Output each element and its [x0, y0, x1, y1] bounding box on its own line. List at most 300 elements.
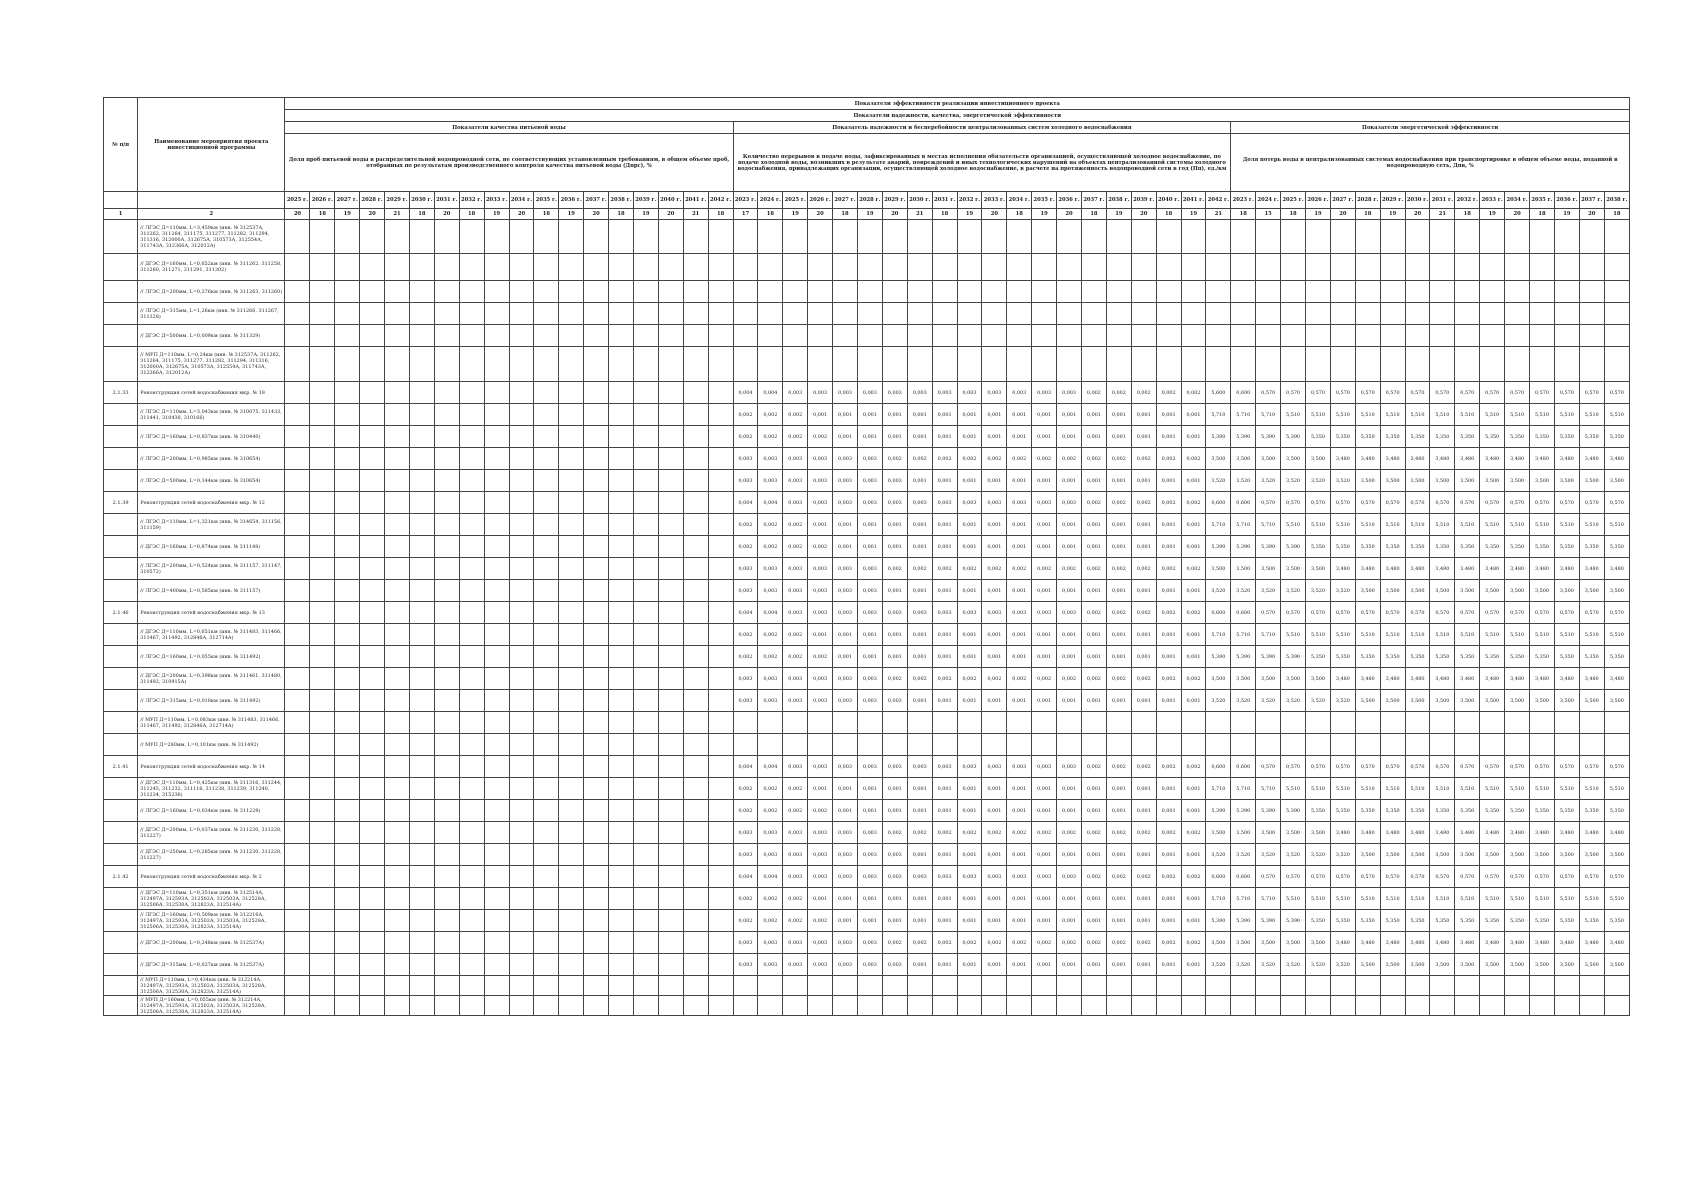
- empty-cell: [658, 712, 683, 734]
- value-cell: 5,510: [1455, 624, 1480, 646]
- row-code: [104, 624, 138, 646]
- empty-cell: [683, 325, 708, 347]
- empty-cell: [584, 303, 609, 325]
- value-cell: [982, 712, 1007, 734]
- empty-cell: [559, 426, 584, 448]
- value-cell: [1355, 281, 1380, 303]
- value-cell: 5,350: [1405, 426, 1430, 448]
- value-cell: 5,510: [1480, 404, 1505, 426]
- empty-cell: [484, 910, 509, 932]
- value-cell: 5,350: [1505, 536, 1530, 558]
- value-cell: [1405, 976, 1430, 996]
- value-cell: 3,500: [1355, 470, 1380, 492]
- block-number: 18: [609, 209, 634, 220]
- value-cell: 5,510: [1554, 778, 1579, 800]
- value-cell: 0,003: [733, 470, 758, 492]
- empty-cell: [534, 325, 559, 347]
- table-row: [104, 668, 1630, 690]
- value-cell: 0,004: [733, 756, 758, 778]
- value-cell: [1032, 347, 1057, 382]
- empty-cell: [683, 536, 708, 558]
- value-cell: 5,510: [1579, 404, 1604, 426]
- value-cell: [1554, 996, 1579, 1016]
- value-cell: 5,390: [1256, 910, 1281, 932]
- value-cell: 3,500: [1206, 448, 1231, 470]
- value-cell: 5,510: [1530, 888, 1555, 910]
- group-energy-efficiency: Показатели энергетической эффективности: [1231, 122, 1630, 134]
- value-cell: 0,570: [1380, 382, 1405, 404]
- value-cell: [1007, 347, 1032, 382]
- empty-cell: [409, 514, 434, 536]
- block-number: 18: [1355, 209, 1380, 220]
- value-cell: 3,500: [1405, 690, 1430, 712]
- value-cell: [1405, 712, 1430, 734]
- value-cell: 0,002: [1032, 822, 1057, 844]
- empty-cell: [484, 756, 509, 778]
- value-cell: 0,003: [833, 580, 858, 602]
- empty-cell: [310, 822, 335, 844]
- empty-cell: [534, 254, 559, 281]
- value-cell: [733, 347, 758, 382]
- empty-cell: [559, 536, 584, 558]
- empty-cell: [360, 602, 385, 624]
- row-name: // ЛГЭС Д=110мм, L=3,043км (инв. № 310075, 311433, 311441, 310430, 310166): [138, 404, 285, 426]
- table-row: [104, 514, 1630, 536]
- empty-cell: [484, 580, 509, 602]
- empty-cell: [385, 426, 410, 448]
- value-cell: 5,350: [1604, 910, 1629, 932]
- value-cell: 3,500: [1530, 580, 1555, 602]
- value-cell: 0,001: [1057, 536, 1082, 558]
- value-cell: 3,500: [1579, 690, 1604, 712]
- empty-cell: [633, 932, 658, 954]
- value-cell: [783, 976, 808, 996]
- value-cell: 5,350: [1330, 536, 1355, 558]
- value-cell: 0,570: [1480, 756, 1505, 778]
- value-cell: [733, 220, 758, 254]
- value-cell: 5,510: [1405, 404, 1430, 426]
- value-cell: [982, 347, 1007, 382]
- value-cell: 0,003: [907, 756, 932, 778]
- empty-cell: [459, 822, 484, 844]
- value-cell: [1206, 347, 1231, 382]
- empty-cell: [310, 866, 335, 888]
- value-cell: 5,510: [1505, 888, 1530, 910]
- value-cell: [982, 734, 1007, 756]
- value-cell: 0,001: [907, 536, 932, 558]
- value-cell: 5,350: [1430, 910, 1455, 932]
- value-cell: [1281, 734, 1306, 756]
- value-cell: [1231, 254, 1256, 281]
- empty-cell: [310, 448, 335, 470]
- row-name: // ДГЭС Д=110мм, L=0,425км (инв. № 311316, 311244, 311245, 311232, 311116, 311238, 311239, 311240, 311234, 315236): [138, 778, 285, 800]
- value-cell: 3,500: [1231, 558, 1256, 580]
- table-row: [104, 536, 1630, 558]
- empty-cell: [310, 281, 335, 303]
- year-header: 2023 г.: [1231, 192, 1256, 209]
- value-cell: 5,350: [1554, 646, 1579, 668]
- value-cell: 0,003: [783, 470, 808, 492]
- value-cell: [882, 712, 907, 734]
- value-cell: [1480, 325, 1505, 347]
- value-cell: [1380, 996, 1405, 1016]
- value-cell: [1231, 712, 1256, 734]
- value-cell: 0,001: [1081, 514, 1106, 536]
- value-cell: 0,001: [882, 580, 907, 602]
- value-cell: 0,001: [957, 910, 982, 932]
- value-cell: 0,003: [733, 558, 758, 580]
- value-cell: 0,001: [1081, 778, 1106, 800]
- value-cell: 0,003: [758, 580, 783, 602]
- block-number: 18: [1156, 209, 1181, 220]
- block-number: 18: [932, 209, 957, 220]
- value-cell: 0,001: [1181, 426, 1206, 448]
- empty-cell: [360, 800, 385, 822]
- value-cell: 3,500: [1480, 844, 1505, 866]
- table-title: Показатели эффективности реализации инвестиционного проекта: [285, 98, 1630, 110]
- empty-cell: [509, 910, 534, 932]
- empty-cell: [335, 910, 360, 932]
- year-header: 2041 г.: [683, 192, 708, 209]
- value-cell: 0,570: [1281, 602, 1306, 624]
- block-number: 20: [434, 209, 459, 220]
- value-cell: 0,001: [957, 888, 982, 910]
- value-cell: 3,520: [1306, 580, 1331, 602]
- value-cell: 0,003: [783, 756, 808, 778]
- row-code: 2.1.41: [104, 756, 138, 778]
- row-name: // ЛГЭС Д=110мм, L=3,459км (инв. № 312537А, 311262, 311264, 311175, 311277, 311282, 311294, 311316, 312000А, 312675А, 310573А, 312554А, 311743А, 312366А, 312012А): [138, 220, 285, 254]
- value-cell: 0,570: [1380, 492, 1405, 514]
- value-cell: 0,001: [1032, 888, 1057, 910]
- value-cell: 3,480: [1554, 558, 1579, 580]
- value-cell: 0,570: [1281, 382, 1306, 404]
- empty-cell: [409, 580, 434, 602]
- value-cell: 5,350: [1380, 800, 1405, 822]
- value-cell: [1131, 996, 1156, 1016]
- year-header: 2028 г.: [1355, 192, 1380, 209]
- empty-cell: [658, 822, 683, 844]
- value-cell: [1380, 712, 1405, 734]
- empty-cell: [708, 536, 733, 558]
- table-row: [104, 580, 1630, 602]
- value-cell: 3,520: [1231, 580, 1256, 602]
- empty-cell: [509, 844, 534, 866]
- value-cell: 0,004: [758, 756, 783, 778]
- row-name: // МУП Д=110мм, L=0,24км (инв. № 312537А, 311262, 311264, 311175, 311277, 311282, 311294, 311316, 312000А, 312675А, 310573А, 312554А, 311743А, 312366А, 312012А): [138, 347, 285, 382]
- empty-cell: [559, 668, 584, 690]
- value-cell: [1430, 281, 1455, 303]
- value-cell: [783, 996, 808, 1016]
- value-cell: 3,500: [1306, 932, 1331, 954]
- value-cell: 0,003: [1007, 492, 1032, 514]
- value-cell: 0,001: [1106, 910, 1131, 932]
- value-cell: 3,520: [1256, 580, 1281, 602]
- value-cell: 3,480: [1430, 932, 1455, 954]
- value-cell: 0,004: [733, 866, 758, 888]
- year-header: 2035 г.: [1032, 192, 1057, 209]
- empty-cell: [633, 580, 658, 602]
- value-cell: 0,001: [1057, 514, 1082, 536]
- value-cell: 0,002: [808, 536, 833, 558]
- empty-cell: [310, 404, 335, 426]
- empty-cell: [434, 954, 459, 976]
- block-number-row: [104, 209, 1630, 220]
- value-cell: 0,002: [733, 910, 758, 932]
- empty-cell: [633, 281, 658, 303]
- value-cell: [1480, 281, 1505, 303]
- empty-cell: [559, 734, 584, 756]
- value-cell: [1081, 325, 1106, 347]
- value-cell: 5,350: [1505, 910, 1530, 932]
- value-cell: 0,003: [808, 668, 833, 690]
- value-cell: [833, 220, 858, 254]
- empty-cell: [459, 996, 484, 1016]
- year-header: 2030 г.: [907, 192, 932, 209]
- value-cell: 0,001: [857, 778, 882, 800]
- value-cell: 0,002: [1156, 382, 1181, 404]
- empty-cell: [285, 624, 310, 646]
- row-code: 2.1.39: [104, 492, 138, 514]
- value-cell: 3,500: [1455, 690, 1480, 712]
- value-cell: [1081, 347, 1106, 382]
- value-cell: 0,002: [1032, 932, 1057, 954]
- value-cell: [1156, 996, 1181, 1016]
- table-row: [104, 844, 1630, 866]
- value-cell: 0,003: [808, 822, 833, 844]
- value-cell: 0,001: [833, 778, 858, 800]
- value-cell: 0,600: [1206, 602, 1231, 624]
- empty-cell: [658, 281, 683, 303]
- empty-cell: [509, 734, 534, 756]
- value-cell: 5,510: [1530, 778, 1555, 800]
- value-cell: [1156, 281, 1181, 303]
- value-cell: [1256, 220, 1281, 254]
- value-cell: 5,390: [1231, 800, 1256, 822]
- value-cell: 0,002: [733, 646, 758, 668]
- value-cell: 0,002: [982, 822, 1007, 844]
- empty-cell: [633, 844, 658, 866]
- value-cell: 0,001: [1131, 910, 1156, 932]
- row-code: [104, 303, 138, 325]
- row-name: // ДГЭС Д=200мм, L=0,248км (инв. № 312537А): [138, 932, 285, 954]
- empty-cell: [459, 536, 484, 558]
- value-cell: [1530, 347, 1555, 382]
- row-name: // МУП Д=110мм, L=0,083км (инв. № 311483, 311466, 311467, 311492, 312846А, 312714А): [138, 712, 285, 734]
- empty-cell: [633, 624, 658, 646]
- value-cell: 3,520: [1231, 954, 1256, 976]
- value-cell: [907, 303, 932, 325]
- empty-cell: [509, 536, 534, 558]
- table-subtitle: Показатели надежности, качества, энергетической эффективности: [285, 110, 1630, 122]
- value-cell: 0,004: [758, 602, 783, 624]
- value-cell: 0,003: [808, 954, 833, 976]
- value-cell: 0,001: [1081, 580, 1106, 602]
- empty-cell: [509, 996, 534, 1016]
- value-cell: [758, 281, 783, 303]
- empty-cell: [658, 536, 683, 558]
- empty-cell: [708, 976, 733, 996]
- value-cell: 0,003: [808, 492, 833, 514]
- empty-cell: [633, 426, 658, 448]
- desc-water-quality: Доля проб питьевой воды в распределительной водопроводной сети, не соответствующих установленным требованиям, в общем объеме проб, отобранных по результатам производственного контроля качества питьевой воды (Дпрс), %: [285, 134, 733, 192]
- value-cell: [932, 281, 957, 303]
- empty-cell: [609, 734, 634, 756]
- row-name: // ДГЭС Д=200мм, L=0,037км (инв. № 311230, 311228, 311227): [138, 822, 285, 844]
- value-cell: [1455, 976, 1480, 996]
- value-cell: 5,510: [1405, 778, 1430, 800]
- table-row: [104, 976, 1630, 996]
- value-cell: 0,003: [733, 448, 758, 470]
- table-row: [104, 470, 1630, 492]
- value-cell: 5,510: [1530, 404, 1555, 426]
- year-header: 2035 г.: [1530, 192, 1555, 209]
- empty-cell: [360, 382, 385, 404]
- empty-cell: [559, 281, 584, 303]
- empty-cell: [609, 996, 634, 1016]
- value-cell: 3,500: [1355, 690, 1380, 712]
- empty-cell: [335, 822, 360, 844]
- row-name: // ЛГЭС Д=160мм, L=0,509км (инв. № 312216А, 312497А, 312593А, 312502А, 312503А, 312528А, 312506А, 312530А, 312823А, 312514А): [138, 910, 285, 932]
- value-cell: 0,001: [1007, 954, 1032, 976]
- value-cell: 3,500: [1554, 690, 1579, 712]
- value-cell: 0,570: [1405, 756, 1430, 778]
- value-cell: [1306, 303, 1331, 325]
- value-cell: 0,001: [1007, 404, 1032, 426]
- empty-cell: [683, 954, 708, 976]
- empty-cell: [609, 382, 634, 404]
- value-cell: 3,500: [1455, 954, 1480, 976]
- value-cell: 0,570: [1330, 382, 1355, 404]
- empty-cell: [310, 646, 335, 668]
- empty-cell: [509, 624, 534, 646]
- value-cell: [1355, 734, 1380, 756]
- empty-cell: [584, 976, 609, 996]
- empty-cell: [534, 756, 559, 778]
- value-cell: 5,350: [1330, 646, 1355, 668]
- value-cell: [957, 303, 982, 325]
- value-cell: 0,003: [907, 866, 932, 888]
- empty-cell: [335, 602, 360, 624]
- value-cell: [1256, 996, 1281, 1016]
- empty-cell: [708, 822, 733, 844]
- value-cell: 0,002: [1032, 558, 1057, 580]
- row-code: [104, 558, 138, 580]
- value-cell: 0,003: [808, 470, 833, 492]
- empty-cell: [534, 347, 559, 382]
- empty-cell: [683, 558, 708, 580]
- empty-cell: [633, 303, 658, 325]
- empty-cell: [633, 558, 658, 580]
- value-cell: 0,001: [1131, 800, 1156, 822]
- col-number-1: 1: [104, 209, 138, 220]
- value-cell: 5,350: [1554, 426, 1579, 448]
- value-cell: [1057, 303, 1082, 325]
- value-cell: 0,002: [733, 426, 758, 448]
- empty-cell: [609, 514, 634, 536]
- empty-cell: [459, 382, 484, 404]
- value-cell: [957, 347, 982, 382]
- row-name: // МУП Д=160мм, L=0,055км (инв. № 312214А, 312497А, 312593А, 312502А, 312503А, 312528А, 312506А, 312530А, 312823А, 312514А): [138, 996, 285, 1016]
- value-cell: 3,500: [1430, 470, 1455, 492]
- block-number: 20: [1057, 209, 1082, 220]
- value-cell: [1032, 281, 1057, 303]
- value-cell: 0,002: [1156, 866, 1181, 888]
- value-cell: [957, 325, 982, 347]
- empty-cell: [534, 954, 559, 976]
- row-name: // ДГЭС Д=500мм, L=0,009км (инв. № 311329): [138, 325, 285, 347]
- value-cell: 0,002: [1181, 492, 1206, 514]
- value-cell: 5,510: [1480, 624, 1505, 646]
- empty-cell: [409, 888, 434, 910]
- row-name: // ЛГЭС Д=110мм, L=1,321км (инв. № 314654, 311156, 311159): [138, 514, 285, 536]
- value-cell: [1579, 712, 1604, 734]
- empty-cell: [658, 347, 683, 382]
- value-cell: 5,510: [1281, 404, 1306, 426]
- year-header: 2036 г.: [559, 192, 584, 209]
- value-cell: 0,003: [957, 866, 982, 888]
- block-number: 19: [1181, 209, 1206, 220]
- empty-cell: [708, 470, 733, 492]
- value-cell: 0,002: [907, 668, 932, 690]
- value-cell: 3,520: [1256, 954, 1281, 976]
- value-cell: [1081, 996, 1106, 1016]
- table-header: [104, 98, 1630, 220]
- value-cell: [808, 281, 833, 303]
- value-cell: 3,520: [1206, 954, 1231, 976]
- empty-cell: [609, 778, 634, 800]
- value-cell: 0,570: [1579, 382, 1604, 404]
- block-number: 20: [1131, 209, 1156, 220]
- value-cell: 5,510: [1281, 624, 1306, 646]
- value-cell: 0,002: [1106, 492, 1131, 514]
- value-cell: [1554, 220, 1579, 254]
- value-cell: 5,350: [1554, 800, 1579, 822]
- value-cell: 5,510: [1604, 778, 1629, 800]
- empty-cell: [509, 954, 534, 976]
- value-cell: 5,350: [1405, 646, 1430, 668]
- value-cell: 0,001: [957, 954, 982, 976]
- value-cell: 0,003: [758, 932, 783, 954]
- value-cell: 0,001: [957, 580, 982, 602]
- empty-cell: [708, 844, 733, 866]
- value-cell: 0,001: [1057, 404, 1082, 426]
- empty-cell: [559, 404, 584, 426]
- value-cell: [1231, 303, 1256, 325]
- value-cell: 0,570: [1355, 602, 1380, 624]
- value-cell: 3,480: [1355, 822, 1380, 844]
- empty-cell: [559, 303, 584, 325]
- empty-cell: [584, 492, 609, 514]
- value-cell: 3,500: [1231, 822, 1256, 844]
- value-cell: 0,001: [833, 514, 858, 536]
- value-cell: 0,001: [808, 888, 833, 910]
- value-cell: 0,600: [1206, 756, 1231, 778]
- value-cell: 0,002: [982, 558, 1007, 580]
- value-cell: 5,510: [1579, 778, 1604, 800]
- value-cell: [882, 303, 907, 325]
- empty-cell: [509, 646, 534, 668]
- value-cell: 0,001: [957, 800, 982, 822]
- value-cell: 0,001: [808, 404, 833, 426]
- empty-cell: [335, 558, 360, 580]
- empty-cell: [459, 470, 484, 492]
- empty-cell: [409, 996, 434, 1016]
- empty-cell: [360, 954, 385, 976]
- empty-cell: [584, 602, 609, 624]
- value-cell: [1106, 734, 1131, 756]
- value-cell: 0,003: [808, 602, 833, 624]
- value-cell: [932, 347, 957, 382]
